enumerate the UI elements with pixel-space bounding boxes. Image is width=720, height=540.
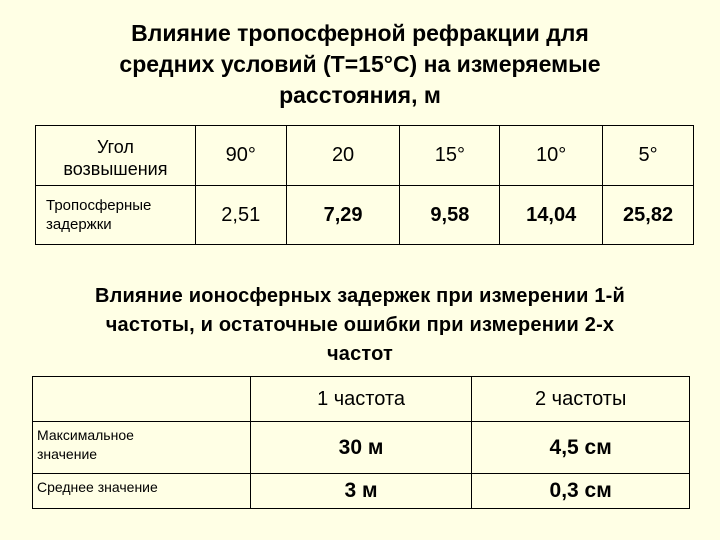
- iono-corner-cell: [33, 377, 251, 422]
- iono-title-line2: частоты, и остаточные ошибки при измерении 2-х: [105, 314, 615, 336]
- iono-mean-row: [33, 474, 690, 509]
- elevation-header: [36, 126, 196, 186]
- elevation-cell: 5°: [603, 126, 694, 186]
- tropo-title: [30, 18, 690, 111]
- mean-value-label-line1: Среднее значение: [37, 479, 158, 495]
- iono-title-line3: частот: [326, 343, 394, 365]
- tropo-table: [35, 125, 694, 245]
- iono-title-line1: Влияние ионосферных задержек при измерении 1-й: [94, 285, 626, 307]
- max-one-frequency: 30 м: [250, 422, 472, 474]
- iono-max-row: [33, 422, 690, 474]
- iono-header-row: [33, 377, 690, 422]
- tropo-delay-cell: 25,82: [603, 186, 694, 245]
- tropo-delay-cell: 7,29: [286, 186, 400, 245]
- elevation-header-line1: Угол: [96, 136, 134, 157]
- max-two-frequency: 4,5 см: [472, 422, 690, 474]
- max-value-label-line2: значение: [37, 446, 98, 462]
- tropo-delay-cell: 2,51: [195, 186, 286, 245]
- tropo-delay-cell: 14,04: [500, 186, 603, 245]
- tropo-delay-header: [36, 186, 196, 245]
- tropo-title-line2: средних условий (T=15°C) на измеряемые: [119, 51, 601, 77]
- tropo-delay-header-line1: Тропосферные: [46, 197, 152, 214]
- elevation-row: [36, 126, 694, 186]
- max-value-label-line1: Максимальное: [37, 427, 134, 443]
- elevation-cell: 15°: [400, 126, 500, 186]
- tropo-delay-cell: 9,58: [400, 186, 500, 245]
- mean-one-frequency: 3 м: [250, 474, 472, 509]
- iono-title: [30, 282, 690, 369]
- elevation-cell: 90°: [195, 126, 286, 186]
- two-frequency-header: 2 частоты: [472, 377, 690, 422]
- mean-value-label: [33, 474, 251, 509]
- elevation-cell: 10°: [500, 126, 603, 186]
- max-value-label: [33, 422, 251, 474]
- tropo-delay-header-line2: задержки: [46, 216, 112, 233]
- one-frequency-header: 1 частота: [250, 377, 472, 422]
- elevation-cell: 20: [286, 126, 400, 186]
- iono-table: [32, 376, 690, 509]
- elevation-header-line2: возвышения: [63, 158, 168, 179]
- mean-two-frequency: 0,3 см: [472, 474, 690, 509]
- tropo-title-line3: расстояния, м: [279, 82, 441, 108]
- tropo-title-line1: Влияние тропосферной рефракции для: [131, 20, 589, 46]
- tropo-delay-row: [36, 186, 694, 245]
